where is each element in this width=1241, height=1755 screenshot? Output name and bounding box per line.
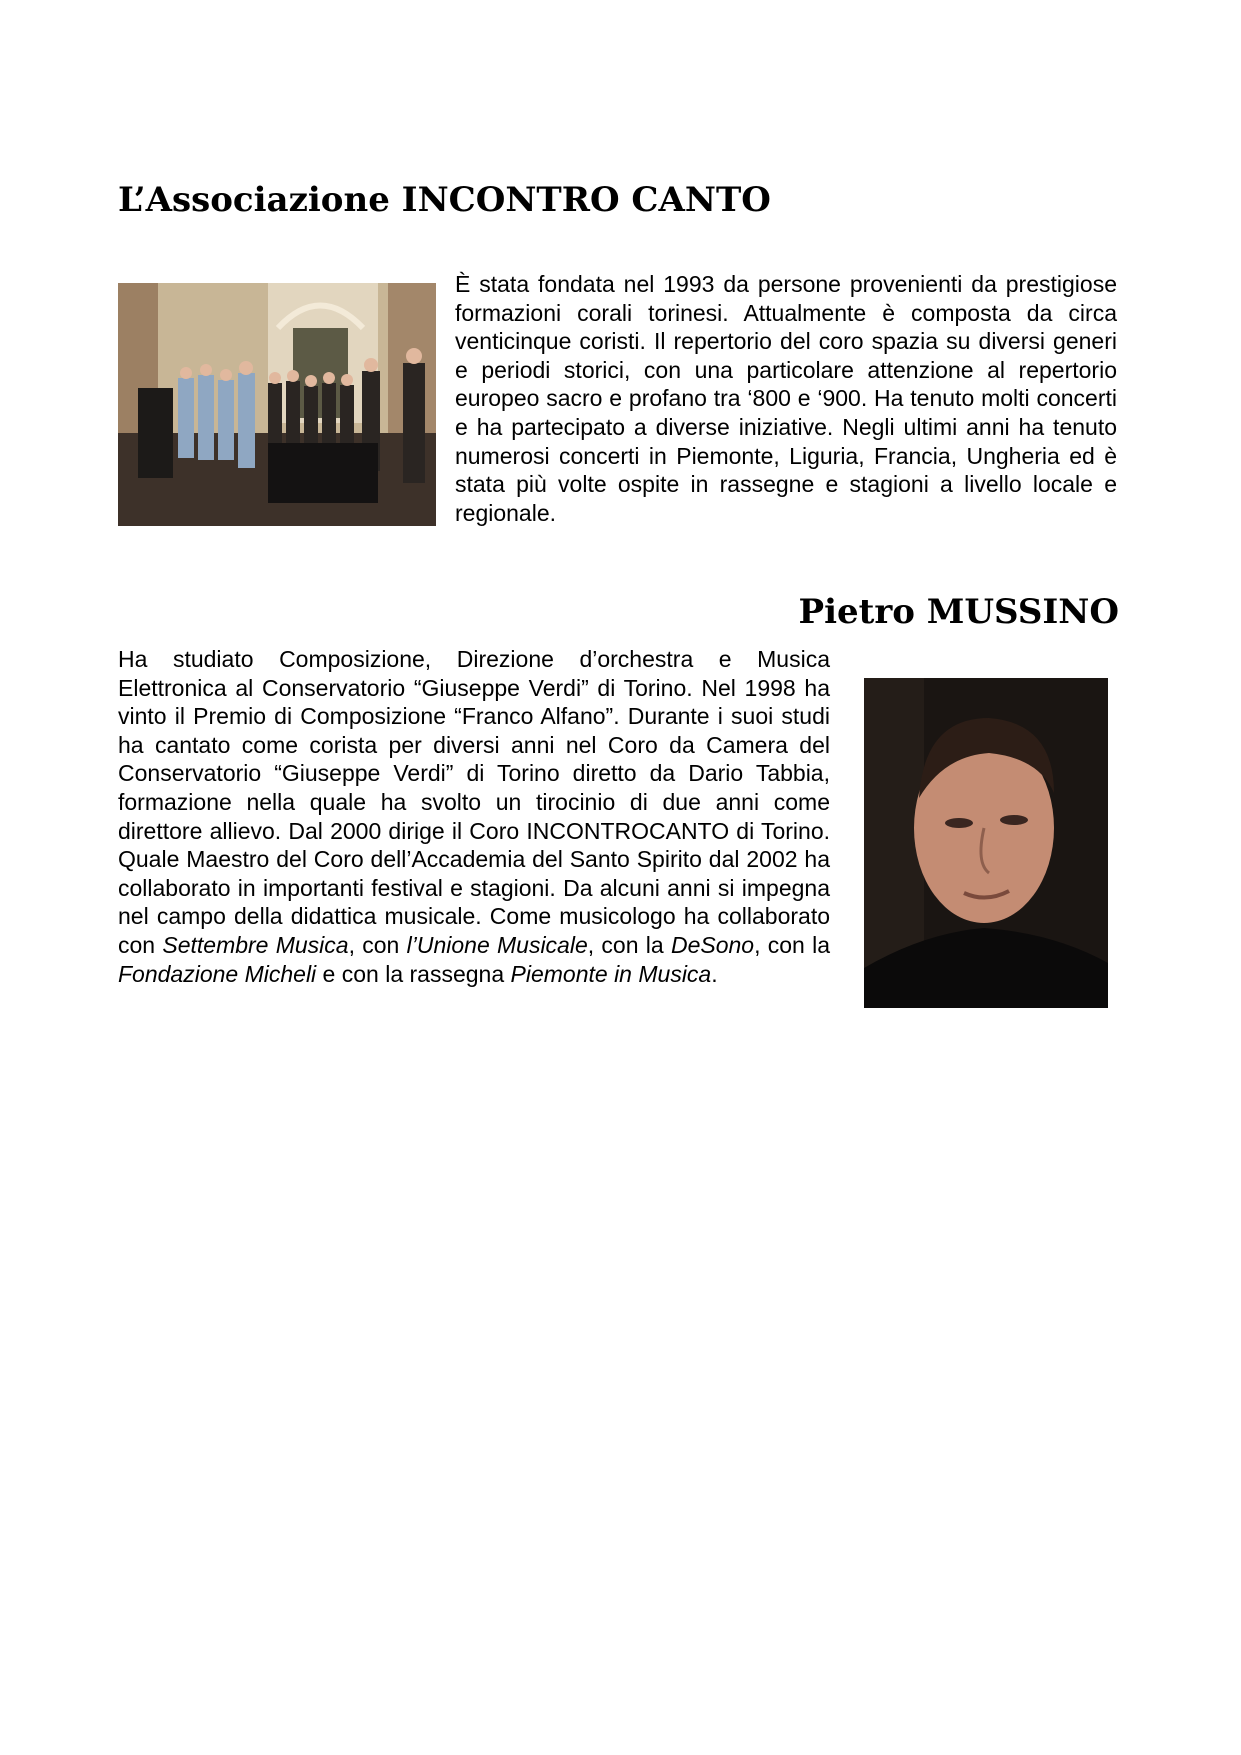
bio-italic-piemonte-in-musica: Piemonte in Musica xyxy=(510,960,712,987)
portrait-photo xyxy=(864,678,1108,1008)
section-title-pietro-mussino: Pietro MUSSINO xyxy=(798,592,1119,632)
bio-text: e con la rassegna xyxy=(316,960,511,987)
bio-italic-settembre-musica: Settembre Musica xyxy=(162,931,349,958)
bio-italic-desono: DeSono xyxy=(670,931,755,958)
bio-text: . xyxy=(711,960,718,987)
section-title-association: L’Associazione INCONTRO CANTO xyxy=(118,180,771,220)
bio-text: Ha studiato Composizione, Direzione d’orchestra e Musica Elettronica al Conservatorio “Giuseppe Verdi” di Torino. Nel 1998 ha vinto il Premio di Composizione “Franco Alfano”. Durante i suoi studi ha cantato come corista per diversi anni nel Coro da Camera del Conservatorio “Giuseppe Verdi” di Torino diretto da Dario Tabbia, formazione nella quale ha svolto un tirocinio di due anni come direttore allievo. Dal 2000 dirige il Coro INCONTROCANTO di Torino. Quale Maestro del Coro dell’Accademia del Santo Spirito dal 2002 ha collaborato in importanti festival e stagioni. Da alcuni anni si impegna nel campo della didattica musicale. Come musicologo ha collaborato con xyxy=(118,646,830,958)
bio-italic-fondazione-micheli: Fondazione Micheli xyxy=(118,960,317,987)
bio-text: , con la xyxy=(754,931,831,958)
bio-text: , con xyxy=(348,931,407,958)
choir-photo xyxy=(118,283,436,526)
bio-italic-unione-musicale: l’Unione Musicale xyxy=(406,931,588,958)
association-description: È stata fondata nel 1993 da persone provenienti da prestigiose formazioni corali torinesi. Attualmente è composta da circa venticinque coristi. Il repertorio del coro spazia su diversi generi e periodi storici, con una particolare attenzione al repertorio europeo sacro e profano tra ‘800 e ‘900. Ha tenuto molti concerti e ha partecipato a diverse iniziative. Negli ultimi anni ha tenuto numerosi concerti in Piemonte, Liguria, Francia, Ungheria ed è stata più volte ospite in rassegne e stagioni a livello locale e regionale. xyxy=(455,271,1117,526)
pietro-mussino-biography xyxy=(118,645,830,988)
bio-text: , con la xyxy=(587,931,671,958)
